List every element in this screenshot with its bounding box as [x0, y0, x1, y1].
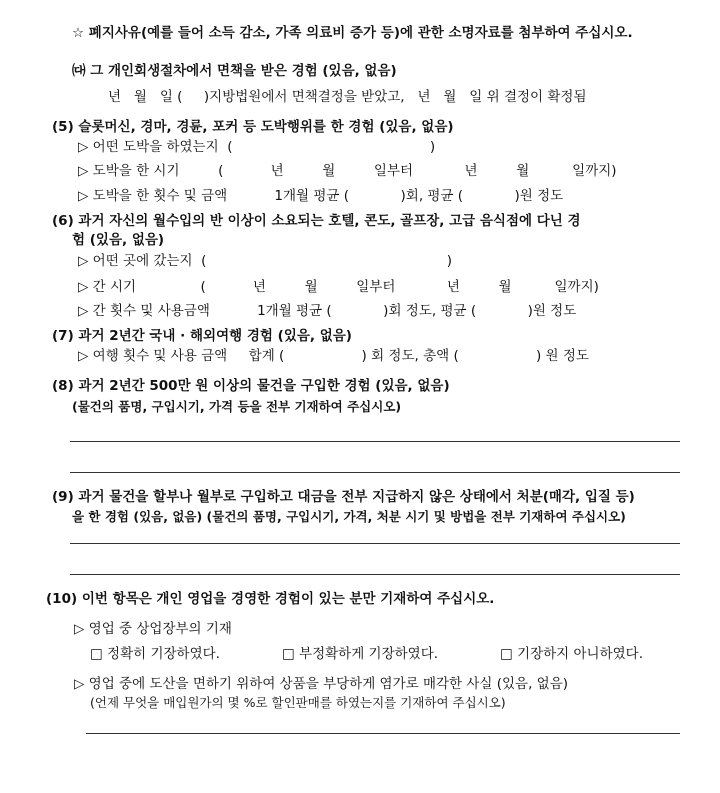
question-9-answer-line-2[interactable] [70, 574, 680, 575]
question-9-title-line1: (9) 과거 물건을 할부나 월부로 구입하고 대금을 전부 지급하지 않은 상태에서 처분(매각, 입질 등) [52, 489, 635, 505]
question-6-title-line1: (6) 과거 자신의 월수입의 반 이상이 소요되는 호텔, 콘도, 골프장, 고급 음식점에 다닌 경 [52, 213, 581, 229]
question-9-answer-line-1[interactable] [70, 543, 680, 544]
question-10-discount-sale: ▷ 영업 중에 도산을 면하기 위하여 상품을 부당하게 염가로 매각한 사실 (있음, 없음) [74, 676, 569, 692]
checkbox-inaccurate[interactable]: □ 부정확하게 기장하였다. [282, 646, 439, 662]
question-6-period: ▷ 간 시기 ( 년 월 일부터 년 월 일까지) [78, 279, 599, 295]
question-10-title: (10) 이번 항목은 개인 영업을 경영한 경험이 있는 분만 기재하여 주십시오. [46, 591, 495, 607]
question-8-title: (8) 과거 2년간 500만 원 이상의 물건을 구입한 경험 (있음, 없음) [52, 378, 450, 394]
question-10-discount-note: (언제 무엇을 매입원가의 몇 %로 할인판매를 하였는지를 기재하여 주십시오) [90, 695, 506, 710]
question-5-title: (5) 슬롯머신, 경마, 경륜, 포커 등 도박행위를 한 경험 (있음, 없음) [52, 119, 454, 135]
question-10-bookkeeping: ▷ 영업 중 상업장부의 기재 [74, 621, 232, 637]
star-note: ☆ 폐지사유(예를 들어 소득 감소, 가족 의료비 증가 등)에 관한 소명자료를 첨부하여 주십시오. [72, 25, 633, 41]
question-8-answer-line-1[interactable] [70, 441, 680, 442]
question-6-title-line2: 험 (있음, 없음) [72, 232, 165, 248]
question-5-gambling-amount: ▷ 도박을 한 횟수 및 금액 1개월 평균 ( )회, 평균 ( )원 정도 [78, 188, 564, 204]
section-ra-detail: 년 월 일 ( )지방법원에서 면책결정을 받았고, 년 월 일 위 결정이 확정됨 [108, 89, 587, 105]
question-8-answer-line-2[interactable] [70, 472, 680, 473]
question-9-title-line2: 을 한 경험 (있음, 없음) (물건의 품명, 구입시기, 가격, 처분 시기 및 방법을 전부 기재하여 주십시오) [72, 509, 626, 524]
question-7-title: (7) 과거 2년간 국내 · 해외여행 경험 (있음, 없음) [52, 328, 352, 344]
question-5-gambling-type: ▷ 어떤 도박을 하였는지 ( ) [78, 139, 436, 155]
question-5-gambling-period: ▷ 도박을 한 시기 ( 년 월 일부터 년 월 일까지) [78, 163, 617, 179]
checkbox-accurate[interactable]: □ 정확히 기장하였다. [90, 646, 220, 662]
section-ra-title: ㈐ 그 개인회생절차에서 면책을 받은 경험 (있음, 없음) [72, 63, 397, 79]
checkbox-not-kept[interactable]: □ 기장하지 아니하였다. [500, 646, 643, 662]
question-6-place: ▷ 어떤 곳에 갔는지 ( ) [78, 253, 452, 269]
question-6-amount: ▷ 간 횟수 및 사용금액 1개월 평균 ( )회 정도, 평균 ( )원 정도 [78, 303, 577, 319]
question-8-note: (물건의 품명, 구입시기, 가격 등을 전부 기재하여 주십시오) [72, 399, 402, 414]
question-7-travel: ▷ 여행 횟수 및 사용 금액 합계 ( ) 회 정도, 총액 ( ) 원 정도 [78, 348, 589, 364]
question-10-answer-line[interactable] [86, 733, 680, 734]
